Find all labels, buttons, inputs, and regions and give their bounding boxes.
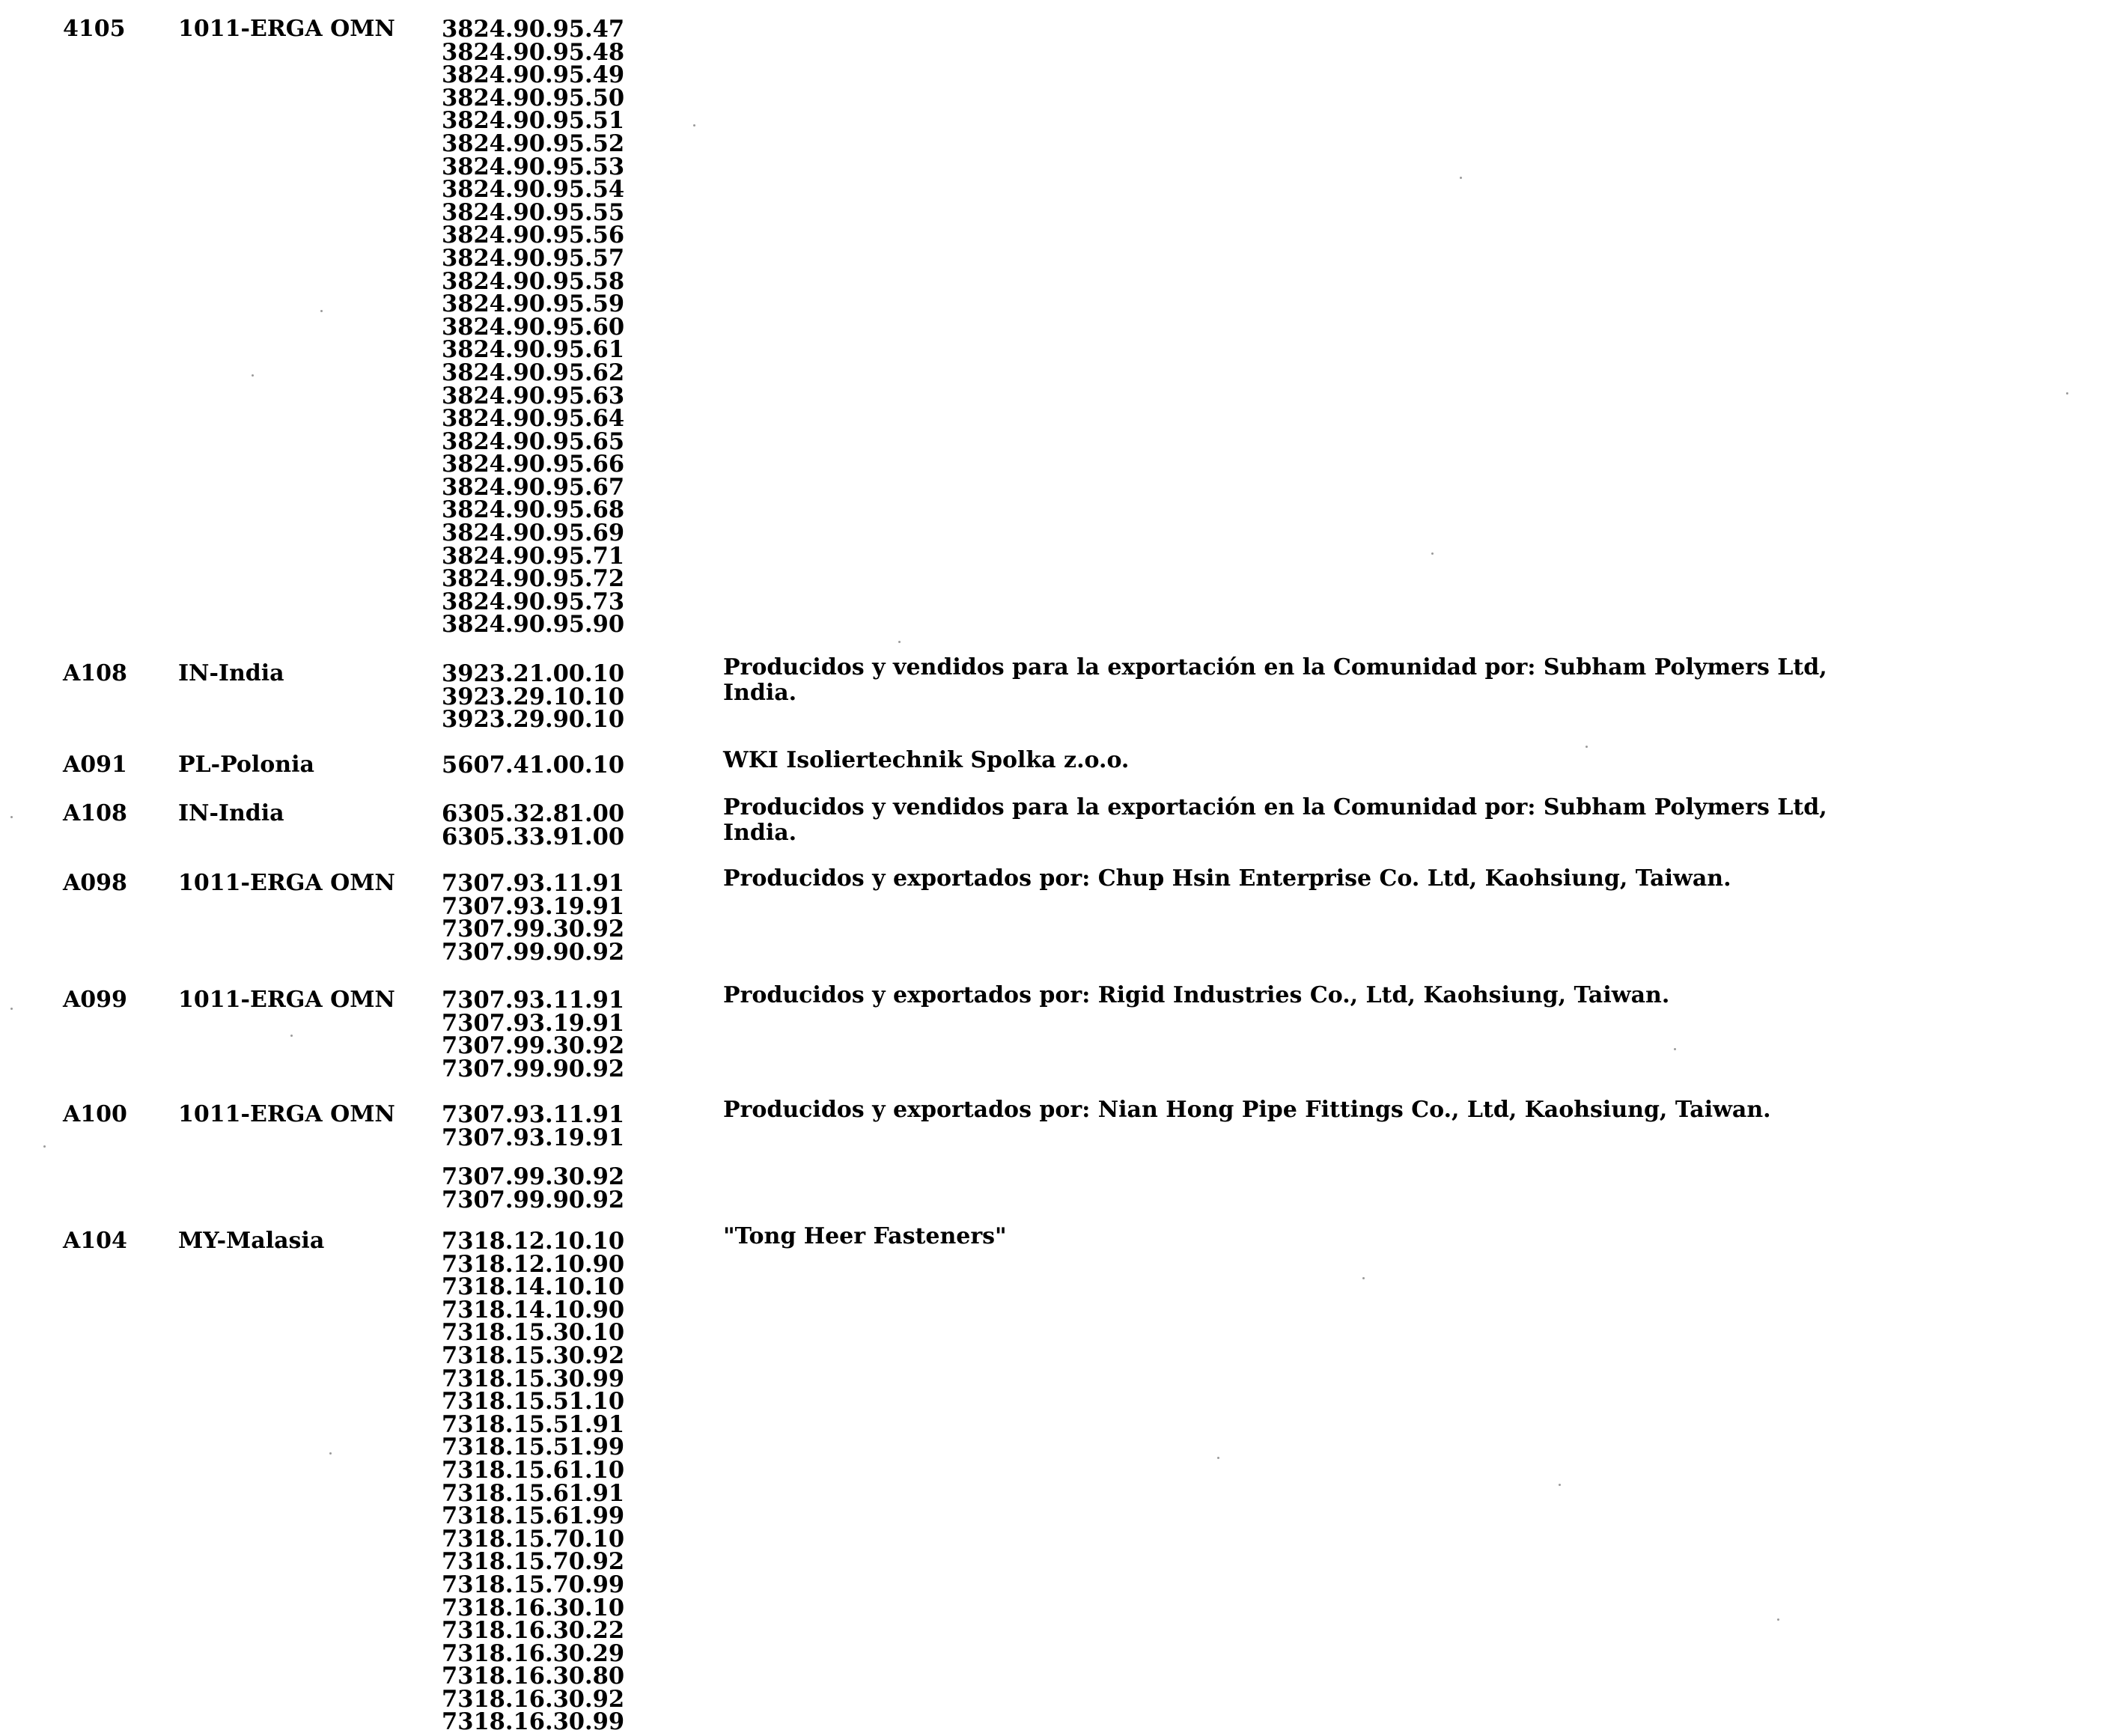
tariff-code: 3824.90.95.69 [442, 520, 625, 547]
additional-code: 4105 [63, 16, 126, 42]
tariff-code-list [442, 870, 625, 966]
origin: PL-Polonia [178, 752, 314, 778]
tariff-code: 7318.12.10.90 [442, 1250, 625, 1278]
additional-code: A104 [63, 1228, 127, 1254]
tariff-code: 7318.15.70.99 [442, 1571, 625, 1598]
tariff-code: 3824.90.95.56 [442, 222, 625, 249]
description: Producidos y exportados por: Nian Hong Pipe Fittings Co., Ltd, Kaohsiung, Taiwan. [723, 1097, 1771, 1123]
tariff-code: 3824.90.95.48 [442, 38, 625, 66]
tariff-code: 3824.90.95.63 [442, 382, 625, 409]
tariff-code: 7318.14.10.90 [442, 1296, 625, 1324]
scan-speck [1362, 1277, 1365, 1279]
origin: 1011-ERGA OMN [178, 1101, 395, 1127]
tariff-code: 7318.15.70.92 [442, 1548, 625, 1576]
tariff-code: 3824.90.95.90 [442, 611, 625, 639]
tariff-code: 3824.90.95.47 [442, 16, 625, 43]
tariff-code: 7318.16.30.22 [442, 1617, 625, 1645]
scan-speck [1559, 1484, 1561, 1486]
scan-speck [1674, 1048, 1676, 1050]
tariff-code-list [442, 989, 624, 1080]
scan-speck [1217, 1457, 1219, 1459]
tariff-code: 7318.14.10.10 [442, 1273, 625, 1301]
tariff-code: 3824.90.95.68 [442, 496, 625, 524]
description: WKI Isoliertechnik Spolka z.o.o. [723, 747, 1130, 773]
scan-speck [252, 374, 254, 377]
additional-code: A099 [63, 987, 127, 1013]
tariff-code: 7318.15.51.99 [442, 1434, 625, 1461]
tariff-code: 3824.90.95.72 [442, 565, 625, 593]
tariff-code: 7318.16.30.29 [442, 1639, 625, 1667]
tariff-code-list [442, 1103, 624, 1211]
tariff-code: 7307.99.30.92 [442, 1163, 625, 1191]
additional-code: A108 [63, 660, 127, 686]
scan-speck [43, 1145, 46, 1148]
tariff-code: 3824.90.95.60 [442, 313, 625, 341]
scan-speck [1431, 552, 1434, 555]
tariff-code: 7307.93.11.91 [442, 987, 625, 1014]
tariff-code: 7318.16.30.80 [442, 1663, 625, 1690]
origin: 1011-ERGA OMN [178, 16, 395, 42]
tariff-code: 7318.15.51.10 [442, 1388, 625, 1416]
tariff-code: 7307.93.11.91 [442, 870, 625, 897]
tariff-code: 3824.90.95.66 [442, 451, 625, 478]
tariff-code: 7318.15.61.99 [442, 1502, 625, 1530]
tariff-code: 3824.90.95.58 [442, 267, 625, 295]
tariff-code: 7307.99.30.92 [442, 1032, 625, 1060]
origin: 1011-ERGA OMN [178, 870, 395, 896]
tariff-code: 3824.90.95.54 [442, 176, 625, 204]
tariff-code: 7307.99.90.92 [442, 1186, 625, 1213]
tariff-code: 3923.21.00.10 [442, 660, 625, 687]
tariff-code: 3824.90.95.64 [442, 405, 625, 433]
tariff-code: 5607.41.00.10 [442, 752, 625, 779]
origin: IN-India [178, 660, 284, 686]
tariff-code: 7318.15.51.91 [442, 1410, 625, 1438]
origin: MY-Malasia [178, 1228, 325, 1254]
description: Producidos y exportados por: Rigid Industries Co., Ltd, Kaohsiung, Taiwan. [723, 982, 1670, 1008]
tariff-code: 7307.93.19.91 [442, 892, 625, 920]
additional-code: A108 [63, 800, 127, 826]
tariff-code: 3824.90.95.51 [442, 107, 625, 135]
scan-speck [320, 310, 323, 312]
tariff-code-list [442, 16, 625, 639]
tariff-code: 3923.29.10.10 [442, 683, 625, 710]
scan-speck [1460, 177, 1462, 179]
origin: 1011-ERGA OMN [178, 987, 395, 1013]
tariff-code-list [442, 802, 624, 848]
tariff-code: 7307.99.90.92 [442, 938, 625, 966]
description: Producidos y exportados por: Chup Hsin Enterprise Co. Ltd, Kaohsiung, Taiwan. [723, 865, 1731, 892]
scan-speck [1585, 746, 1588, 748]
tariff-code: 7307.93.19.91 [442, 1124, 625, 1151]
scan-speck [1777, 1618, 1779, 1621]
scan-speck [10, 816, 13, 818]
additional-code: A091 [63, 752, 127, 778]
tariff-code: 3824.90.95.62 [442, 359, 625, 386]
tariff-code-list [442, 660, 625, 734]
tariff-code: 7307.99.90.92 [442, 1055, 625, 1082]
scan-speck [898, 641, 901, 643]
tariff-code: 6305.32.81.00 [442, 800, 625, 827]
tariff-code: 3824.90.95.59 [442, 290, 625, 318]
scan-speck [10, 1008, 13, 1010]
tariff-code: 3824.90.95.53 [442, 153, 625, 180]
tariff-code: 7318.16.30.99 [442, 1708, 625, 1736]
tariff-code: 3824.90.95.65 [442, 427, 625, 455]
tariff-code: 7318.15.30.99 [442, 1365, 625, 1392]
tariff-code: 7307.93.11.91 [442, 1101, 625, 1128]
tariff-code: 7318.15.61.91 [442, 1479, 625, 1507]
tariff-code: 7307.93.19.91 [442, 1009, 625, 1037]
tariff-code: 3824.90.95.67 [442, 473, 625, 501]
tariff-code: 7318.15.30.92 [442, 1341, 625, 1369]
tariff-code-list [442, 754, 624, 777]
scan-speck [290, 1035, 293, 1037]
tariff-code: 7318.15.61.10 [442, 1456, 625, 1484]
scan-speck [693, 124, 695, 127]
tariff-code: 3824.90.95.57 [442, 244, 625, 272]
tariff-code: 7318.15.30.10 [442, 1319, 625, 1347]
tariff-code: 7318.15.70.10 [442, 1525, 625, 1553]
tariff-code: 7318.12.10.10 [442, 1228, 625, 1255]
additional-code: A098 [63, 870, 127, 896]
tariff-code: 3824.90.95.71 [442, 542, 625, 570]
tariff-code: 3923.29.90.10 [442, 706, 625, 734]
additional-code: A100 [63, 1101, 127, 1127]
scan-speck [2066, 392, 2068, 395]
scan-speck [329, 1452, 332, 1455]
description: "Tong Heer Fasteners" [723, 1223, 1007, 1249]
origin: IN-India [178, 800, 284, 826]
tariff-code: 6305.33.91.00 [442, 823, 625, 850]
tariff-code: 3824.90.95.49 [442, 61, 625, 89]
description: Producidos y vendidos para la exportación en la Comunidad por: Subham Polymers Ltd, India. [723, 794, 1827, 846]
description: Producidos y vendidos para la exportación en la Comunidad por: Subham Polymers Ltd, India. [723, 654, 1827, 706]
tariff-code: 3824.90.95.55 [442, 198, 625, 226]
tariff-code: 7318.16.30.10 [442, 1594, 625, 1621]
tariff-code: 3824.90.95.61 [442, 336, 625, 364]
tariff-code: 3824.90.95.50 [442, 84, 625, 112]
tariff-code: 3824.90.95.73 [442, 588, 625, 615]
tariff-code-list [442, 1230, 624, 1734]
tariff-code: 3824.90.95.52 [442, 130, 625, 157]
tariff-code: 7307.99.30.92 [442, 916, 625, 943]
tariff-code: 7318.16.30.92 [442, 1685, 625, 1713]
